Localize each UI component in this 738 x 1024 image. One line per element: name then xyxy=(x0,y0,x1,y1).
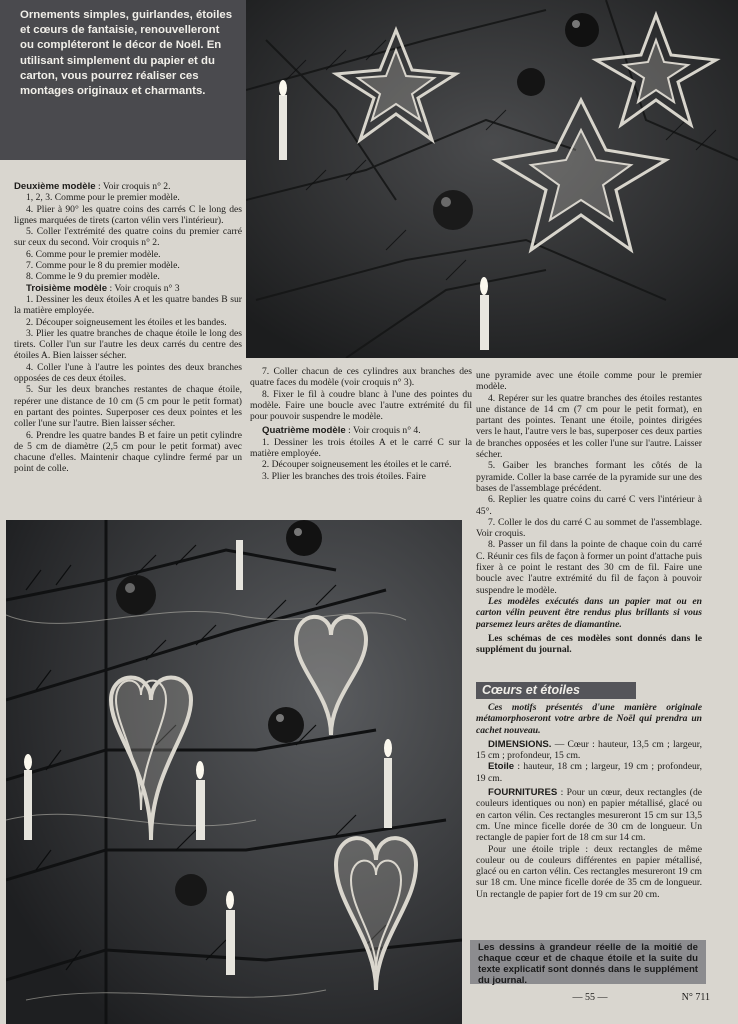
heading-label: FOURNITURES xyxy=(488,787,558,799)
supplies-star: Pour une étoile triple : deux rectangles de même couleur ou de couleurs différentes en papier métallisé, glacé ou en carton vélin. Ces rectangles mesureront 19 cm sur 18 cm. Une mince ficelle dorée de 35 cm de longueur. Un rectangle de papier fort de 19 cm sur 20 cm. xyxy=(476,843,702,900)
instruction-step: 8. Comme le 9 du premier modèle. xyxy=(26,271,160,283)
instruction-continuation: une pyramide avec une étoile comme pour le premier modèle. xyxy=(476,370,702,393)
heading-model-2 xyxy=(14,181,242,192)
instruction-step: 1, 2, 3. Comme pour le premier modèle. xyxy=(26,192,180,204)
text-column-right xyxy=(476,370,702,678)
heading-model-3 xyxy=(14,283,242,294)
instruction-step: 7. Coller le dos du carré C au sommet de l'assemblage. Voir croquis. xyxy=(476,516,702,540)
dimensions-heart xyxy=(476,739,702,762)
instruction-step: 8. Fixer le fil à coudre blanc à l'une des pointes du modèle. Faire une boucle avec l'autre extrémité du fil pour pouvoir suspendre le modèle. xyxy=(250,388,472,423)
dimensions-star xyxy=(476,761,702,784)
instruction-step: 6. Comme pour le premier modèle. xyxy=(26,248,161,260)
instruction-step: 7. Comme pour le 8 du premier modèle. xyxy=(26,260,180,272)
stars-photo-illustration xyxy=(246,0,738,358)
instruction-step: 2. Découper soigneusement les étoiles et les bandes. xyxy=(26,316,227,328)
instruction-step: 3. Plier les branches des trois étoiles. Faire xyxy=(262,470,426,482)
heading-text: : hauteur, 18 cm ; largeur, 19 cm ; profondeur, 19 cm. xyxy=(476,761,702,784)
supplement-box: Les dessins à grandeur réelle de la moitié de chaque cœur et de chaque étoile et la suite du texte explicatif sont donnés dans le supplément du journal. xyxy=(470,940,706,984)
instruction-step: 8. Passer un fil dans la pointe de chaque coin du carré C. Réunir ces fils de façon à former un point d'attache puis fixer à ce point le restant des 30 cm de fil. Faire une boucle avec l'autre extrémité du fil de façon à pouvoir suspendre le modèle. xyxy=(476,539,702,596)
tip-text: Les modèles exécutés dans un papier mat ou en carton vélin peuvent être rendus plus brillants si vous parsemez leurs arêtes de diamantine. xyxy=(476,595,702,630)
heading-text: : Voir croquis n° 4. xyxy=(345,425,421,437)
instruction-step: 2. Découper soigneusement les étoiles et le carré. xyxy=(262,459,452,471)
instruction-step: 6. Prendre les quatre bandes B et faire un petit cylindre de 5 cm de diamètre (2,5 cm pour le petit format) avec chacune d'elles. Maintenir chaque cylindre fermé par un point de colle. xyxy=(14,429,242,475)
instruction-step: 5. Coller l'extrémité des quatre coins du premier carré sur ceux du second. Voir croquis n° 2. xyxy=(14,226,242,249)
instruction-step: 4. Coller l'une à l'autre les pointes des deux branches opposées de ces deux étoiles. xyxy=(14,361,242,385)
instruction-step: 5. Sur les deux branches restantes de chaque étoile, repérer une distance de 10 cm (5 cm pour le petit format) en partant des pointes. Superposer ces deux pointes et les coller l'une sur l'autre. Bien laisser sécher. xyxy=(14,384,242,430)
section-title: Cœurs et étoiles xyxy=(476,682,636,699)
supplies xyxy=(476,787,702,843)
heading-text: — Cœur : hauteur, 13,5 cm ; largeur, 15 cm ; profondeur, 15 cm. xyxy=(476,738,702,762)
heading-model-4 xyxy=(250,425,472,436)
instruction-step: 1. Dessiner les deux étoiles A et les quatre bandes B sur la matière employée. xyxy=(14,293,242,317)
heading-label: DIMENSIONS. xyxy=(488,738,552,750)
page-number: — 55 — xyxy=(572,992,608,1003)
heading-text: : Voir croquis n° 2. xyxy=(95,181,171,192)
hearts-photo-illustration xyxy=(6,520,462,1024)
section-intro: Ces motifs présentés d'une manière originale métamorphoseront votre arbre de Noël qui prendra un cachet nouveau. xyxy=(476,702,702,736)
text-column-middle xyxy=(250,366,472,516)
instruction-step: 5. Gaiber les branches formant les côtés de la pyramide. Coller la base carrée de la pyramide sur une des bases de l'assemblage précédent. xyxy=(476,460,702,494)
heading-text: : Pour un cœur, deux rectangles (de couleurs identiques ou non) en papier métallisé, glacé ou en carton vélin. Ces rectangles mesureront 15 cm sur 13,5 cm. Une mince ficelle dorée de 30 cm de longueur. Un rectangle de papier fort de 18 cm sur 14 cm. xyxy=(476,787,702,844)
supplement-note: Les schémas de ces modèles sont donnés dans le supplément du journal. xyxy=(476,632,702,656)
photo-paper-stars xyxy=(246,0,738,358)
text-column-right-lower xyxy=(476,702,702,938)
heading-label: Quatrième modèle xyxy=(262,425,346,437)
heading-label: Deuxième modèle xyxy=(14,181,96,192)
intro-text: Ornements simples, guirlandes, étoiles et cœurs de fantaisie, renouvelleront ou compléteront le décor de Noël. En utilisant simplement du papier et du carton, vous pourrez réaliser ces montages originaux et charmants. xyxy=(20,9,233,98)
instruction-step: 4. Repérer sur les quatre branches des étoiles restantes une distance de 14 cm (7 cm pour le petit format), en partant des pointes. Tenant une étoile, pointes dirigées vers le haut, l'autre vers le bas, superposer ces deux parties de branches opposées et les coller l'une sur l'autre. Laisser sécher. xyxy=(476,392,702,461)
instruction-step: 3. Plier les quatre branches de chaque étoile le long des tirets. Coller l'un sur l'autre les deux carrés du centre des étoiles A. Bien laisser sécher. xyxy=(14,327,242,362)
heading-label: Troisième modèle xyxy=(26,282,108,294)
text-column-left xyxy=(14,178,242,510)
heading-text: : Voir croquis n° 3 xyxy=(107,282,180,294)
issue-number: N° 711 xyxy=(681,992,710,1003)
photo-paper-hearts xyxy=(6,520,462,1024)
instruction-step: 6. Replier les quatre coins du carré C vers l'intérieur à 45°. xyxy=(476,494,702,517)
instruction-step: 1. Dessiner les trois étoiles A et le carré C sur la matière employée. xyxy=(250,436,472,460)
instruction-step: 7. Coller chacun de ces cylindres aux branches des quatre faces du modèle (voir croquis n° 3). xyxy=(250,366,472,389)
intro-block xyxy=(0,0,246,160)
instruction-step: 4. Plier à 90° les quatre coins des carrés C le long des lignes marquées de tirets (carton vélin vers l'intérieur). xyxy=(14,203,242,226)
heading-label: Etoile xyxy=(488,761,515,773)
